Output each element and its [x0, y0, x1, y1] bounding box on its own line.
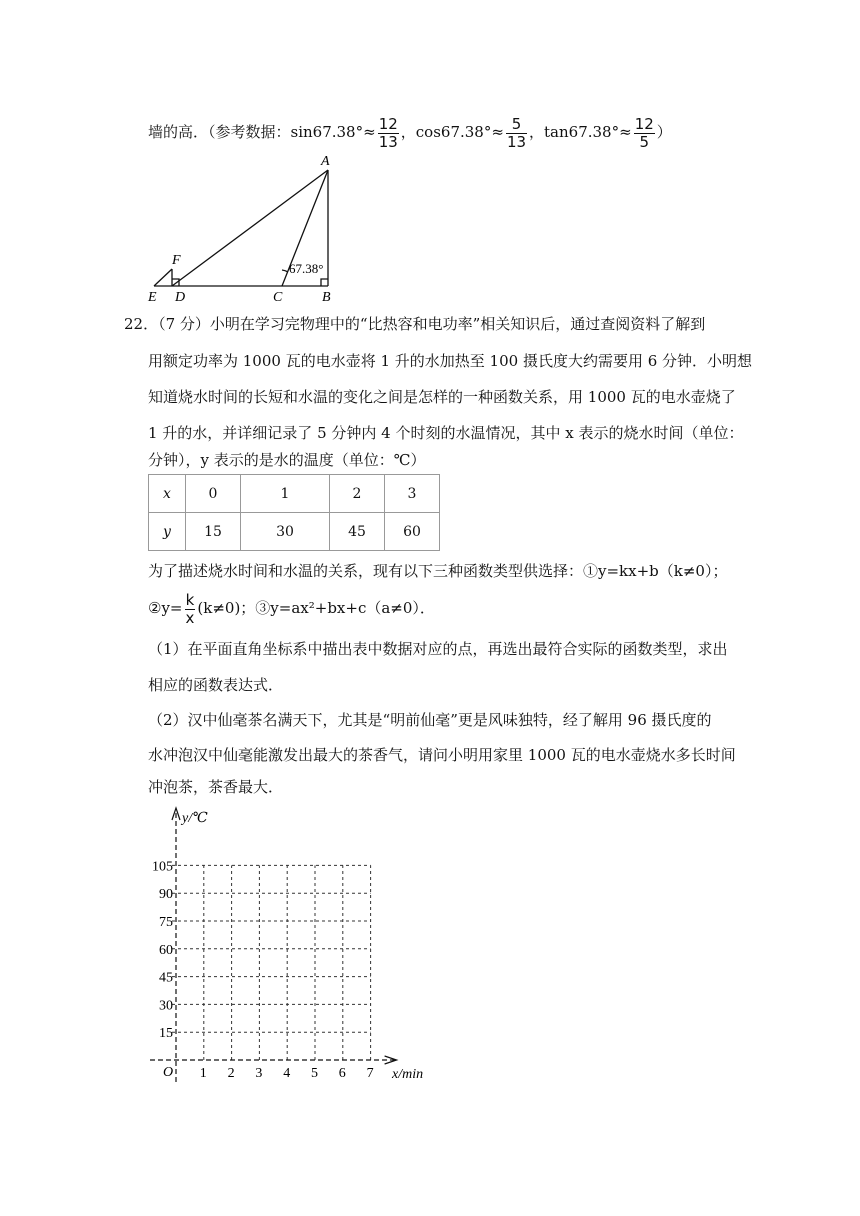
- point-label-d: D: [175, 290, 186, 305]
- table-cell: 45: [330, 513, 385, 551]
- table-header-y: y: [149, 513, 186, 551]
- part1-line-2: 相应的函数表达式．: [148, 676, 284, 694]
- reference-data-line: [148, 114, 672, 151]
- y-axis-label: y/℃: [182, 811, 208, 826]
- point-label-b: B: [322, 290, 331, 305]
- x-tick-label: 7: [366, 1066, 374, 1081]
- fraction-sin: [378, 116, 399, 151]
- part2-line-1: （2）汉中仙毫茶名满天下，尤其是“明前仙毫”更是风味独特，经了解用 96 摄氏度的: [148, 711, 712, 729]
- data-table: [148, 474, 440, 551]
- type2-prefix: ②y=: [148, 599, 183, 617]
- y-tick-label: 90: [159, 887, 173, 903]
- q22-line-2: 用额定功率为 1000 瓦的电水壶将 1 升的水加热至 100 摄氏度大约需要用 6 分钟．小明想: [148, 352, 753, 370]
- x-tick-label: 1: [199, 1066, 207, 1081]
- q22-line-5: 分钟），y 表示的是水的温度（单位：℃）: [148, 451, 426, 469]
- part1-line-1: （1）在平面直角坐标系中描出表中数据对应的点，再选出最符合实际的函数类型，求出: [148, 640, 728, 658]
- fraction-numerator: k: [185, 590, 195, 609]
- x-tick-label: 5: [311, 1066, 318, 1081]
- coordinate-grid: [130, 800, 450, 1092]
- cos-text: ，cos67.38°: [400, 123, 492, 141]
- table-row-x: [149, 475, 440, 513]
- table-header-x: x: [149, 475, 186, 513]
- y-tick-label: 60: [159, 942, 173, 958]
- x-tick-label: 2: [227, 1066, 235, 1081]
- type2-fraction: [185, 592, 196, 627]
- fraction-denominator: 13: [378, 132, 398, 151]
- triangle-figure: [140, 150, 350, 306]
- fraction-tan: [634, 116, 655, 151]
- table-row-y: [149, 513, 440, 551]
- table-cell: 1: [241, 475, 330, 513]
- reference-prefix: 墙的高．（参考数据：sin67.38°: [148, 123, 364, 141]
- x-tick-label: 3: [255, 1066, 263, 1081]
- point-label-a: A: [321, 154, 330, 169]
- point-label-e: E: [148, 290, 157, 305]
- tan-text: ，tan67.38°: [529, 123, 620, 141]
- x-axis-label: x/min: [392, 1067, 424, 1082]
- origin-label: O: [163, 1065, 174, 1080]
- q22-line-4: 1 升的水，并详细记录了 5 分钟内 4 个时刻的水温情况，其中 x 表示的烧水时间（单位：: [148, 424, 744, 442]
- type2-suffix: (k≠0)；③y=ax²+bx+c（a≠0）．: [197, 599, 435, 617]
- table-cell: 30: [241, 513, 330, 551]
- function-types-intro: 为了描述烧水时间和水温的关系，现有以下三种函数类型供选择：①y=kx+b（k≠0）；: [148, 562, 728, 580]
- x-tick-label: 4: [283, 1066, 291, 1081]
- fraction-denominator: x: [185, 608, 195, 627]
- q22-line-3: 知道烧水时间的长短和水温的变化之间是怎样的一种函数关系，用 1000 瓦的电水壶烧了: [148, 388, 736, 406]
- point-label-c: C: [273, 290, 283, 305]
- table-cell: 2: [330, 475, 385, 513]
- y-tick-label: 15: [159, 1026, 173, 1042]
- y-tick-label: 45: [159, 970, 173, 986]
- closing-paren: ）: [656, 123, 672, 141]
- approx-symbol: ≈: [363, 123, 376, 141]
- fraction-numerator: 12: [634, 114, 654, 133]
- fraction-numerator: 5: [506, 116, 527, 134]
- q22-line-1: 22．（7 分）小明在学习完物理中的“比热容和电功率”相关知识后，通过查阅资料了解到: [124, 315, 706, 333]
- table-cell: 3: [385, 475, 440, 513]
- y-tick-label: 75: [159, 915, 173, 930]
- approx-symbol: ≈: [491, 123, 504, 141]
- function-type-2-line: [148, 590, 435, 627]
- table-cell: 0: [186, 475, 241, 513]
- fraction-cos: [506, 116, 527, 151]
- y-tick-label: 30: [159, 998, 173, 1014]
- approx-symbol: ≈: [619, 123, 632, 141]
- y-tick-label: 105: [152, 859, 173, 875]
- angle-label: 67.38°: [289, 261, 324, 276]
- fraction-denominator: 5: [639, 132, 649, 151]
- table-cell: 60: [385, 513, 440, 551]
- x-tick-label: 6: [338, 1066, 346, 1081]
- fraction-denominator: 13: [506, 132, 527, 151]
- part2-line-3: 冲泡茶，茶香最大．: [148, 778, 284, 796]
- table-cell: 15: [186, 513, 241, 551]
- point-label-f: F: [172, 253, 181, 268]
- fraction-numerator: 12: [378, 114, 398, 133]
- part2-line-2: 水冲泡汉中仙毫能激发出最大的茶香气，请问小明用家里 1000 瓦的电水壶烧水多长时间: [148, 746, 736, 764]
